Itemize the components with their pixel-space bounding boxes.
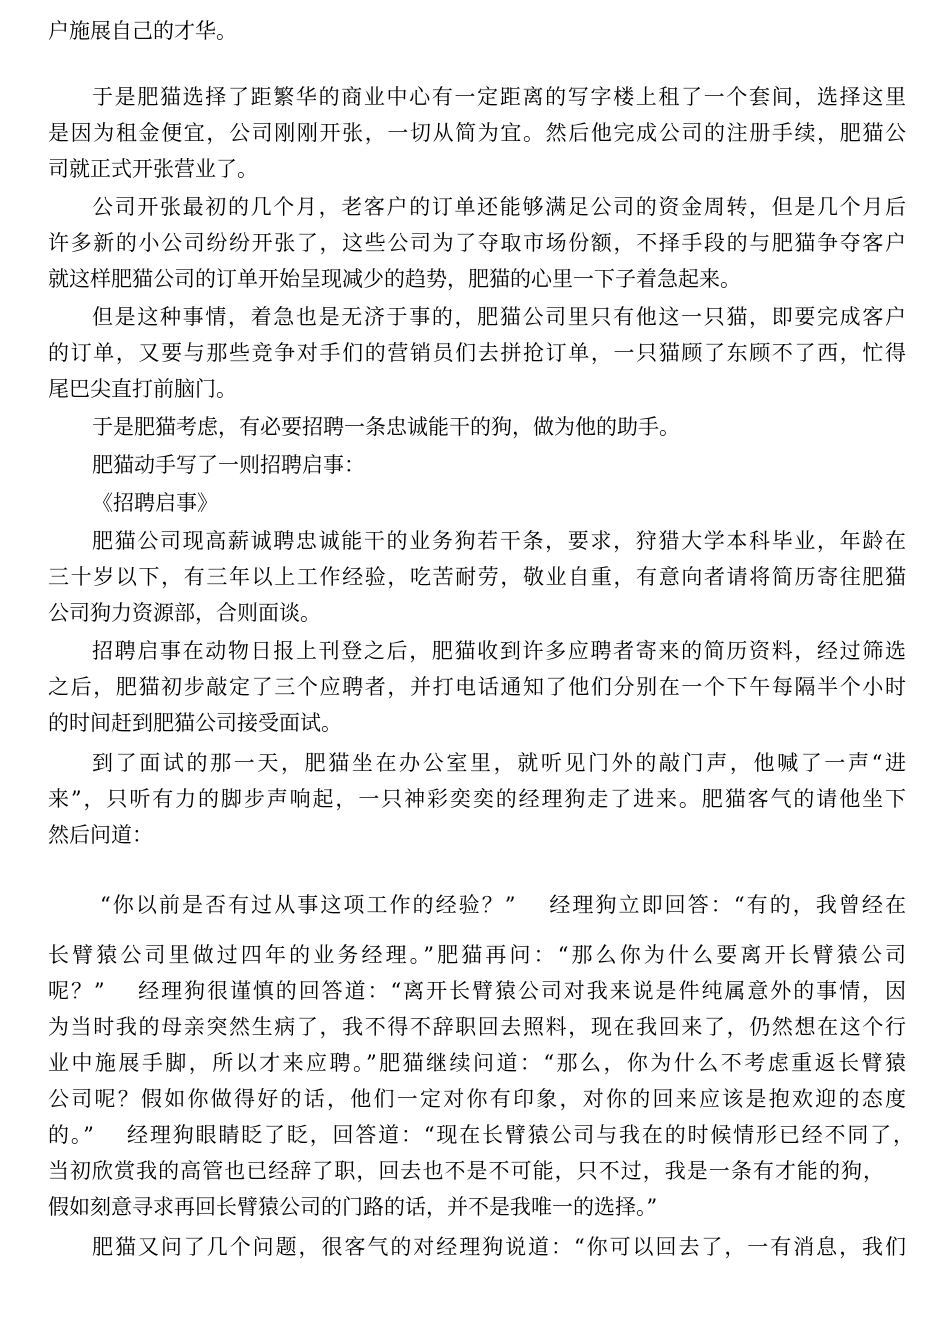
text-line: 户施展自己的才华。 — [48, 19, 237, 43]
dialog-line: 为当时我的母亲突然生病了，我不得不辞职回去照料，现在我回来了，仍然想在这个行 — [48, 1015, 906, 1039]
text-line: 招聘启事在动物日报上刊登之后，肥猫收到许多应聘者寄来的简历资料，经过筛选 — [92, 639, 906, 663]
text-line: 公司开张最初的几个月，老客户的订单还能够满足公司的资金周转，但是几个月后 — [92, 195, 906, 219]
text-line: 的订单，又要与那些竞争对手们的营销员们去拼抢订单，一只猫顾了东顾不了西，忙得 — [48, 341, 906, 365]
text-line: 但是这种事情，着急也是无济于事的，肥猫公司里只有他这一只猫，即要完成客户 — [92, 305, 906, 329]
dialog-line: 长臂猿公司里做过四年的业务经理。”肥猫再问：“那么你为什么要离开长臂猿公司 — [48, 943, 906, 967]
text-line: 到了面试的那一天，肥猫坐在办公室里，就听见门外的敲门声，他喊了一声“进 — [92, 751, 906, 775]
text-line: 来”，只听有力的脚步声响起，一只神彩奕奕的经理狗走了进来。肥猫客气的请他坐下 — [48, 787, 906, 811]
dialog-line: 业中施展手脚，所以才来应聘。”肥猫继续问道：“那么，你为什么不考虑重返长臂猿 — [48, 1051, 906, 1075]
text-line: 公司狗力资源部，合则面谈。 — [48, 601, 321, 625]
notice-title: 《招聘启事》 — [92, 491, 218, 515]
text-line: 于是肥猫选择了距繁华的商业中心有一定距离的写字楼上租了一个套间，选择这里 — [92, 85, 906, 109]
text-line: 然后问道： — [48, 823, 153, 847]
text-line: 的时间赶到肥猫公司接受面试。 — [48, 711, 342, 735]
dialog-line: 假如刻意寻求再回长臂猿公司的门路的话，并不是我唯一的选择。” — [48, 1195, 658, 1219]
text-line: 之后，肥猫初步敲定了三个应聘者，并打电话通知了他们分别在一个下午每隔半个小时 — [48, 675, 906, 699]
dialog-line: 公司呢？假如你做得好的话，他们一定对你有印象，对你的回来应该是抱欢迎的态度 — [48, 1087, 906, 1111]
text-line: 尾巴尖直打前脑门。 — [48, 377, 237, 401]
text-line: 三十岁以下，有三年以上工作经验，吃苦耐劳，敬业自重，有意向者请将简历寄往肥猫 — [48, 565, 906, 589]
dialog-line: 的。” 经理狗眼睛眨了眨，回答道：“现在长臂猿公司与我在的时候情形已经不同了， — [48, 1123, 914, 1147]
text-line: 肥猫公司现高薪诚聘忠诚能干的业务狗若干条，要求，狩猎大学本科毕业，年龄在 — [92, 529, 906, 553]
dialog-line: 呢？” 经理狗很谨慎的回答道：“离开长臂猿公司对我来说是件纯属意外的事情，因 — [48, 979, 906, 1003]
text-line: 许多新的小公司纷纷开张了，这些公司为了夺取市场份额，不择手段的与肥猫争夺客户 — [48, 231, 906, 255]
text-line: 肥猫动手写了一则招聘启事： — [92, 453, 365, 477]
text-line: 于是肥猫考虑，有必要招聘一条忠诚能干的狗，做为他的助手。 — [92, 415, 680, 439]
text-line: 司就正式开张营业了。 — [48, 157, 258, 181]
dialog-line: 当初欣赏我的高管也已经辞了职，回去也不是不可能，只不过，我是一条有才能的狗， — [48, 1159, 884, 1183]
text-line: 是因为租金便宜，公司刚刚开张，一切从简为宜。然后他完成公司的注册手续，肥猫公 — [48, 121, 906, 145]
text-line: 肥猫又问了几个问题，很客气的对经理狗说道：“你可以回去了，一有消息，我们 — [92, 1235, 906, 1259]
text-line: 就这样肥猫公司的订单开始呈现减少的趋势，肥猫的心里一下子着急起来。 — [48, 267, 741, 291]
dialog-line: “你以前是否有过从事这项工作的经验？” 经理狗立即回答：“有的，我曾经在 — [100, 893, 906, 917]
